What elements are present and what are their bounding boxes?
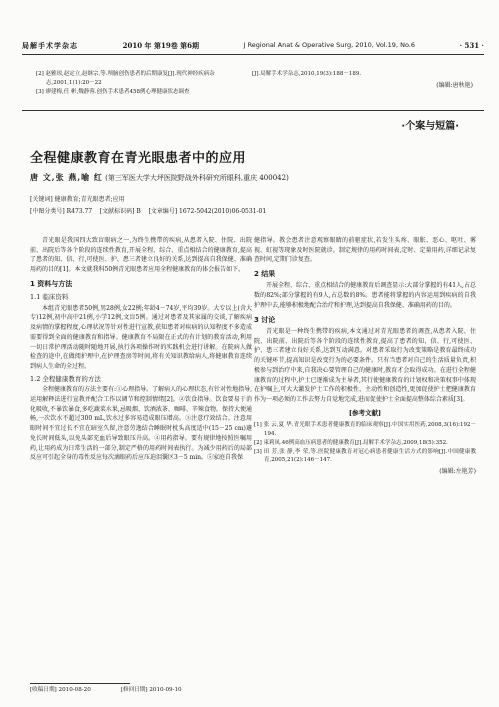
journal-name-cn: 局解手术学杂志 bbox=[22, 40, 78, 50]
prev-ref-3-cont: [J].局解手术学杂志,2010,19(3):188－189. bbox=[252, 71, 362, 77]
received-dates bbox=[30, 686, 182, 694]
section-1-2-heading: 1.2 全程健康教育的方法 bbox=[30, 374, 101, 383]
intro-paragraph: 青光眼是我国四大致盲眼病之一,为终生携带的疾病,从患者入院、住院、出院前、出院后等各个阶段的连续性教育,开展全程、综合、重点相结合的健康教育,提高了患者的知、信、行,可使医、护、患三者建立良好的关系,达到提高自我保健、准确用药的目的[1]。本文就我科50例青光眼患者应用全程健康教育的体会报告如下。 bbox=[30, 237, 252, 274]
page-number: · 531 · bbox=[459, 40, 484, 50]
section-2-text: 开展全程、综合、重点相结合的健康教育后调查显示:大部分掌握的有41人,占总数的82%;部分掌握的有9人,占总数的8%。患者能将掌握的内容运用到疾病的自我护理中去,能够积极地配合治疗和护理,达到提高自我保健、准确用药的目的。 bbox=[254, 282, 476, 309]
journal-name-en: J Regional Anat & Operative Surg, 2010, Vol.19, No.6 bbox=[243, 41, 416, 50]
section-1-2-text: 全程健康教育的方法主要有:①心理指导。了解病人的心理状态,有针对性地指导,运用解释法进行宣教并配合工作以调节和控制情绪[2]。②饮食指导。饮食要易于消化吸收,不暴饮暴食,多吃蔬菜水果,忌吸烟、饮酒浓茶、咖啡、辛辣食物。保持大便通畅,一次饮水不超过300 mL,饮水过多容易造成眼压增高。③注意疗效结合。注意用眼时间不宜过长不宜在暗室久留,注意劳逸结合睡眠时枕头高度适中(15－25 cm)避免长时间低头,以免头部充血后导致眼压升高。④用药指导。要有规律地按照医嘱用药,让用药成为日常生活的一部分,制定严格的用药时间表执行。为减少用药后的局部反应可引起全身的毒性反应每次滴眼药后应压迫泪囊区3－5 min。⑤家庭自我保 bbox=[30, 386, 252, 462]
footnote-rule bbox=[30, 683, 130, 684]
classification-line bbox=[30, 208, 266, 217]
section-1-1-text: 本组青光眼患者50例,男28例,女22例;年龄4－74岁,平均39岁。大专以上(含大专)12例,初中高中21例,小学12例,文盲5例。通过对患者及其家属的交谈,了解疾病及病情的掌握程度,心理状况等针对性进行宣教,获知患者对疾病的认知程度不多造成需要得到全面的健康教育和指导。健康教育不局限在正式的有计划的教育活动,利用一切日常护理活动随时随地开展,执行各项操作时的实践机会进行讲解。在院病人做检查的途中,在做阅护理中,在护理查房等时间,将有关知识教给病人,将健康教育连续到病人生命的全过程。 bbox=[30, 304, 252, 371]
previous-article-refs-left bbox=[36, 70, 246, 96]
section-tag: ·个案与短篇· bbox=[401, 121, 459, 132]
prev-ref-2: [2] 赵雅琼,赵定立,赵继宗,等.颅脑创伤患者的后期康复[J].现代神经疾病杂志,2001,1(1):20－22 bbox=[36, 71, 215, 86]
article-no-label: [文章编号] bbox=[148, 208, 178, 215]
references-heading: [参考文献] bbox=[348, 408, 382, 417]
previous-article-editor: (编辑:唐秋艳) bbox=[436, 82, 473, 89]
keywords-line bbox=[30, 196, 125, 205]
keywords-value: 健康教育;青光眼患者;应用 bbox=[54, 196, 125, 203]
author-affiliation: (第三军医大学大坪医院野战外科研究所眼科,重庆 400042) bbox=[105, 174, 289, 182]
section-1-heading: 1 资料与方法 bbox=[30, 279, 73, 288]
reference-2: [2] 束莉凤.46例高血压病患者的健康教育[J].局解手术学杂志,2009,18(5):352. bbox=[254, 439, 448, 446]
revised-date bbox=[121, 686, 182, 694]
author-names: 唐 文,张 燕,喻 红 bbox=[30, 172, 103, 182]
article-separator-rule bbox=[22, 110, 484, 111]
keywords-label: [关键词] bbox=[30, 196, 53, 203]
section-1-1-heading: 1.1 临床资料 bbox=[30, 293, 69, 302]
header-rule bbox=[22, 54, 484, 55]
article-no-value: 1672-5042(2010)06-0531-01 bbox=[179, 208, 267, 215]
body-column-right bbox=[254, 236, 476, 477]
article-editor: (编辑:左艳芳) bbox=[439, 468, 476, 476]
continued-paragraph: 健指导。教会患者注意观察眼睛的前驱症状,若发生头疼、眼胀、恶心、呕吐、雾视、虹视等现象及时医院就诊。制定规律的用药时间表,定时、定量用药,详细记录复查时间,定期门诊复查。 bbox=[254, 237, 476, 264]
running-header bbox=[22, 40, 484, 52]
author-line bbox=[30, 172, 289, 184]
section-3-text: 青光眼是一种终生携带的疾病,本文通过对青光眼患者的调查,从患者入院、住院、出院前、出院后等各个阶段的连续性教育,提高了患者的知、信、行,可使医、护、患三者建立良好关系,达到互动满意。对患者采取行为改变策略是教育最终成功的关键环节,提高知识是改变行为的必要条件。只有当患者对自己的生活质量负责,积极参与到治疗中来,自我决心要管理自己的健康时,教育才会取得成功。在进行全程健康教育的过程中,护士已逐渐成为主导者,其行使健康教育的计划权和决策权事中体现在护嘱上,可大大激发护士工作的积极性、主动性和创造性,更加促使护士把健康教育作为一项必须的工作去努力自觉地完成,进而促使护士全面提高整体综合素质[3]。 bbox=[254, 327, 476, 403]
revised-label: [修回日期] bbox=[120, 687, 148, 693]
received-value: 2010-08-20 bbox=[58, 687, 91, 693]
article-title: 全程健康教育在青光眼患者中的应用 bbox=[30, 151, 247, 166]
section-2-heading: 2 结果 bbox=[254, 270, 276, 279]
received-date bbox=[30, 686, 91, 694]
classif-value: R473.77 bbox=[66, 208, 93, 215]
classif-label: [中图分类号] bbox=[30, 208, 65, 215]
section-3-heading: 3 讨论 bbox=[254, 315, 276, 324]
reference-1: [1] 张 云,夏 华.青光眼手术患者健康教育的临床观察[J].中国实用医药,2008,3(16):192－194. bbox=[254, 422, 476, 438]
reference-3: [3] 田 芳,张 静,李 荣,等.医院健康教育对冠心病患者健康生活方式的影响[J].中国健康教育,2005,21(2):146－147. bbox=[254, 448, 476, 464]
previous-article-refs-right bbox=[252, 70, 482, 79]
issue-info-cn: 2010 年 第19卷 第6期 bbox=[122, 40, 199, 50]
body-column-left bbox=[30, 236, 252, 464]
received-label: [收稿日期] bbox=[30, 687, 57, 693]
doccode-value: B bbox=[136, 208, 141, 215]
revised-value: 2010-09-10 bbox=[149, 687, 182, 693]
doccode-label: [文献标识码] bbox=[99, 208, 135, 215]
prev-ref-3: [3] 廖建梅,任 彬,魏静蓉.创伤手术患者458例心理健康状态调查 bbox=[36, 88, 190, 95]
